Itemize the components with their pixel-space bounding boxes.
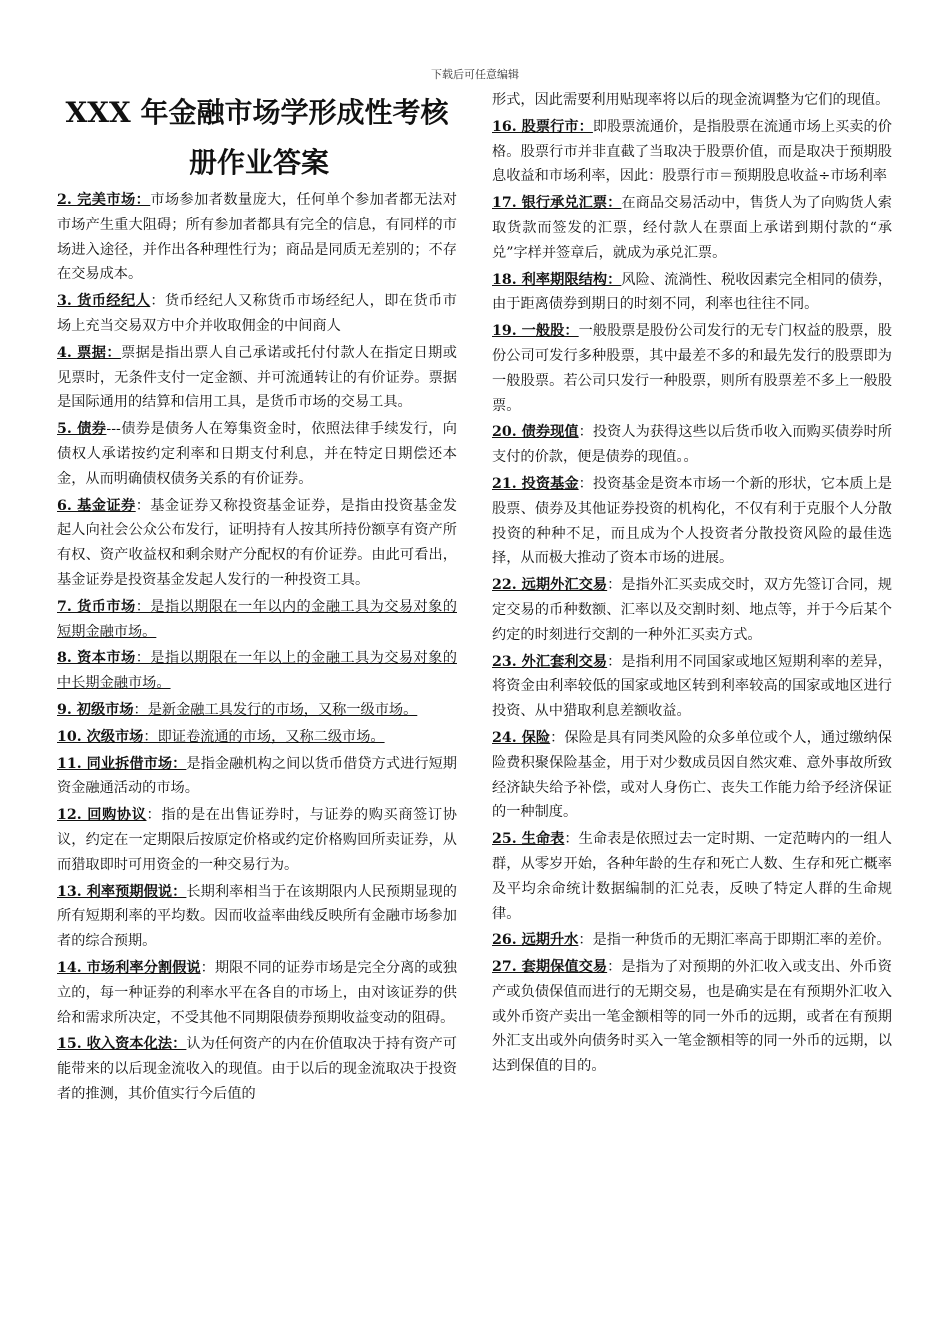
entry-definition: 是指金融机构之间以货币借贷方式进行短期资金融通活动的市场。 — [57, 755, 457, 797]
entry-definition: ---债券是债务人在筹集资金时，依照法律手续发行，向债权人承诺按约定利率和日期支付利息，并在特定日期偿还本金，从而明确债权债务关系的有价证券。 — [57, 421, 457, 487]
entry-definition: ：是指以期限在一年以上的金融工具为交易对象的中长期金融市场。 — [57, 650, 457, 692]
entry-definition: ：是指利用不同国家或地区短期利率的差异，将资金由利率较低的国家或地区转到利率较高的国家或地区进行投资、从中猎取利息差额收益。 — [492, 653, 892, 720]
entry-term: 21. 投资基金 — [492, 475, 579, 492]
entry-definition: ：是新金融工具发行的市场，又称一级市场。 — [133, 701, 418, 718]
entry-term: 27. 套期保值交易 — [492, 959, 608, 976]
entry-term: 7. 货币市场 — [57, 598, 136, 615]
entry-bond — [57, 417, 457, 491]
entry-term: 26. 远期升水 — [492, 932, 579, 949]
entry-definition: ：保险是具有同类风险的众多单位或个人，通过缴纳保险费积聚保险基金，用于对少数成员因自然灾难、意外事故所致经济缺失给予补偿，或对人身伤亡、丧失工作能力给予经济保证的一种制度。 — [492, 729, 892, 821]
entry-term: 10. 次级市场 — [57, 728, 144, 745]
entry-term: 16. 股票行市： — [492, 118, 593, 135]
entry-term: 5. 债券 — [57, 421, 107, 438]
entry-bond-present-value — [492, 420, 892, 470]
entry-definition: 票据是指出票人自己承诺或托付付款人在指定日期或见票时，无条件支付一定金额、并可流通转让的有价证券。票据是国际通用的结算和信用工具，是货币市场的交易工具。 — [57, 344, 457, 411]
entry-bill — [57, 341, 457, 415]
entry-definition: ：投资人为获得这些以后货币收入而购买债券时所支付的价款，便是债券的现值。。 — [492, 424, 892, 466]
entry-term: 25. 生命表 — [492, 831, 565, 848]
entry-term: 12. 回购协议 — [57, 807, 147, 824]
entry-definition: 即股票流通价，是指股票在流通市场上买卖的价格。股票行市并非直截了当取决于股票价值，而是取决于预期股息收益和市场利率，因此：股票行市＝预期股息收益÷市场利率 — [492, 118, 892, 185]
entry-primary-market — [57, 698, 457, 723]
entry-fx-arbitrage — [492, 650, 892, 724]
entry-term: 3. 货币经纪人 — [57, 293, 151, 310]
left-column — [57, 88, 457, 1109]
entry-term: 20. 债券现值 — [492, 424, 579, 441]
entry-term: 6. 基金证券 — [57, 497, 136, 514]
entry-continuation — [492, 88, 892, 113]
entry-money-broker — [57, 289, 457, 339]
entry-definition: ：投资基金是资本市场一个新的形状，它本质上是股票、债券及其他证券投资的机构化，不仅有利于克服个人分散投资的种种不足，而且成为个人投资者分散投资风险的最佳选择，从而极大推动了资本市场的进展。 — [492, 475, 892, 567]
entry-perfect-market — [57, 188, 457, 287]
entry-definition: ：是指外汇买卖成交时，双方先签订合同，规定交易的币种数额、汇率以及交割时刻、地点等，并于今后某个约定的时刻进行交割的一种外汇买卖方式。 — [492, 577, 892, 643]
entry-definition: 长期利率相当于在该期限内人民预期显现的所有短期利率的平均数。因而收益率曲线反映所有金融市场参加者的综合预期。 — [57, 883, 457, 950]
entry-money-market — [57, 595, 457, 645]
entry-income-capitalization — [57, 1032, 457, 1106]
entry-definition: 在商品交易活动中，售货人为了向购货人索取货款而签发的汇票，经付款人在票面上承诺到期付款的“承兑”字样并签章后，就成为承兑汇票。 — [492, 195, 892, 261]
title-line-2: 册作业答案 — [188, 146, 329, 179]
entry-repo-agreement — [57, 803, 457, 877]
entry-insurance — [492, 726, 892, 825]
right-column — [492, 88, 892, 1081]
entry-term: 9. 初级市场 — [57, 701, 134, 718]
entry-definition: ：生命表是依照过去一定时期、一定范畴内的一组人群，从零岁开始，各种年龄的生存和死亡人数、生存和死亡概率及平均余命统计数据编制的汇兑表，反映了特定人群的生命规律。 — [492, 831, 892, 922]
entry-bankers-acceptance — [492, 191, 892, 265]
entry-term: 17. 银行承兑汇票： — [492, 195, 622, 212]
entry-stock-price — [492, 115, 892, 189]
entry-term: 4. 票据： — [57, 344, 122, 361]
entry-definition: 认为任何资产的内在价值取决于持有资产可能带来的以后现金流收入的现值。由于以后的现金流取决于投资者的推测，其价值实行今后值的 — [57, 1036, 457, 1102]
document-title — [57, 88, 457, 188]
entry-common-stock — [492, 319, 892, 418]
entry-definition: ：基金证券又称投资基金证券，是指由投资基金发起人向社会公众公布发行，证明持有人按其所持份额享有资产所有权、资产收益权和剩余财产分配权的有价证券。由此可看出，基金证券是投资基金发起人发行的一种投资工具。 — [57, 497, 457, 588]
entry-definition: ：是指以期限在一年以内的金融工具为交易对象的短期金融市场。 — [57, 598, 457, 640]
entry-term: 11. 同业拆借市场： — [57, 755, 187, 772]
entry-term: 24. 保险 — [492, 729, 551, 746]
entry-term: 19. 一般股： — [492, 323, 579, 340]
entry-secondary-market — [57, 725, 457, 750]
entry-term: 15. 收入资本化法： — [57, 1036, 187, 1053]
entry-definition: 一般股票是股份公司发行的无专门权益的股票，股份公司可发行多种股票，其中最差不多的和最先发行的股票即为一般股票。若公司只发行一种股票，则所有股票差不多上一般股票。 — [492, 323, 892, 414]
entry-definition: ：是指一种货币的无期汇率高于即期汇率的差价。 — [578, 932, 891, 949]
entry-expectation-hypothesis — [57, 880, 457, 954]
entry-definition: 风险、流淌性、税收因素完全相同的债券，由于距离债券到期日的时刻不同，利率也往往不同。 — [492, 271, 892, 313]
entry-forward-premium — [492, 928, 892, 953]
entry-term: 13. 利率预期假说： — [57, 883, 187, 900]
entry-definition: ：期限不同的证券市场是完全分离的或独立的，每一种证券的利率水平在各自的市场上，由对该证券的供给和需求所决定，不受其他不同期限债券预期收益变动的阻碍。 — [57, 959, 457, 1026]
header-note: 下载后可任意编辑 — [431, 68, 519, 81]
entry-investment-fund — [492, 472, 892, 571]
entry-definition: ：是指为了对预期的外汇收入或支出、外币资产或负债保值而进行的无期交易，也是确实是在有预期外汇收入或外币资产卖出一笔金额相等的同一外币的远期，或者在有预期外汇支出或外向债务时买入一笔金额相等的同一外币的远期，以达到保值的目的。 — [492, 959, 892, 1075]
entry-definition: 形式，因此需要利用贴现率将以后的现金流调整为它们的现值。 — [492, 92, 890, 108]
entry-term: 18. 利率期限结构： — [492, 271, 622, 288]
entry-definition: ：指的是在出售证券时，与证券的购买商签订协议，约定在一定期限后按原定价格或约定价格购回所卖证券，从而猎取即时可用资金的一种交易行为。 — [57, 807, 457, 873]
entry-term: 23. 外汇套利交易 — [492, 653, 608, 670]
entry-fund-security — [57, 494, 457, 593]
entry-term-structure — [492, 268, 892, 318]
entry-capital-market — [57, 646, 457, 696]
entry-term: 22. 远期外汇交易 — [492, 577, 608, 594]
entry-segmentation-hypothesis — [57, 956, 457, 1030]
entry-definition: ：货币经纪人又称货币市场经纪人，即在货币市场上充当交易双方中介并收取佣金的中间商人 — [57, 293, 457, 334]
entry-forward-fx — [492, 573, 892, 647]
entry-term: 14. 市场利率分割假说 — [57, 959, 201, 976]
entry-definition: ：即证卷流通的市场，又称二级市场。 — [143, 728, 385, 745]
entry-term: 2. 完美市场： — [57, 192, 151, 208]
entry-life-table — [492, 827, 892, 926]
title-line-1: XXX 年金融市场学形成性考核 — [65, 96, 449, 129]
entry-interbank-market — [57, 752, 457, 802]
entry-term: 8. 资本市场 — [57, 650, 136, 667]
entry-hedging — [492, 955, 892, 1079]
entry-definition: 市场参加者数量庞大，任何单个参加者都无法对市场产生重大阻碍；所有参加者都具有完全的信息，有同样的市场进入途径，并作出各种理性行为；商品是同质无差别的；不存在交易成本。 — [57, 192, 457, 283]
